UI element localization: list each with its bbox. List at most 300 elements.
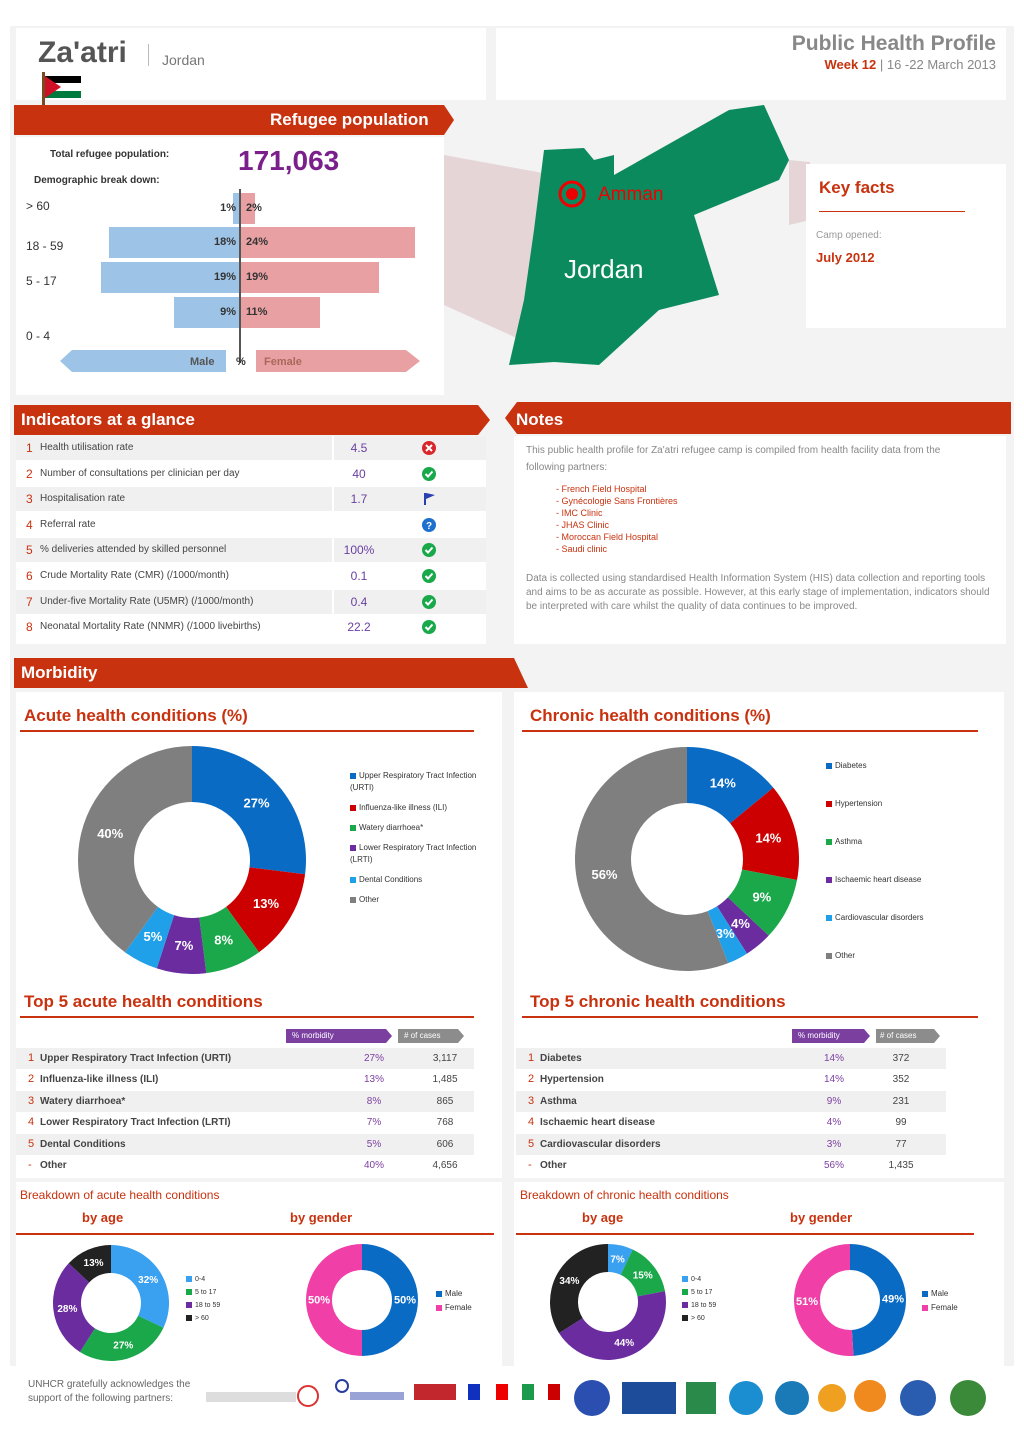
indicator-number: 5 — [26, 543, 33, 558]
indicator-label: Under-five Mortality Rate (U5MR) (/1000/month) — [40, 595, 254, 607]
indicator-number: 7 — [26, 594, 33, 609]
legend-label: > 60 — [195, 1315, 209, 1322]
acute-col-morbidity: % morbidity — [292, 1031, 334, 1040]
legend-swatch — [186, 1289, 192, 1295]
slice-label: 28% — [57, 1303, 78, 1315]
chronic-col-cases: # of cases — [880, 1031, 917, 1040]
indicator-label: Crude Mortality Rate (CMR) (/1000/month) — [40, 570, 229, 581]
top-chronic-rule — [522, 1016, 978, 1018]
row-cases: 99 — [895, 1117, 907, 1129]
legend-label: Diabetes — [835, 761, 867, 770]
refugee-banner-title: Refugee population — [270, 110, 429, 129]
indicator-number: 1 — [26, 441, 33, 455]
acute-breakdown-rule — [16, 1233, 494, 1235]
indicators-banner-title: Indicators at a glance — [21, 410, 195, 429]
legend-label: 0-4 — [691, 1276, 702, 1283]
logo-jhas-icon — [686, 1382, 716, 1414]
notes-partner-item: - French Field Hospital — [556, 484, 647, 494]
donut-slice — [550, 1244, 608, 1333]
legend-label: Hypertension — [835, 799, 883, 808]
legend-label: Influenza-like illness (ILI) — [359, 803, 448, 812]
legend-item — [682, 1300, 716, 1312]
legend-label: Ischaemic heart disease — [835, 875, 922, 884]
legend-item — [682, 1287, 716, 1299]
legend-swatch — [922, 1291, 928, 1297]
row-number: 1 — [28, 1052, 35, 1064]
legend-swatch — [682, 1289, 688, 1295]
acute-gender-legend — [436, 1288, 472, 1316]
legend-label: Female — [445, 1303, 472, 1312]
chronic-age-legend — [682, 1274, 716, 1326]
indicator-row — [16, 513, 486, 537]
indicator-row — [16, 462, 486, 486]
logo-unicef-icon — [729, 1381, 763, 1415]
legend-swatch — [682, 1315, 688, 1321]
legend-item — [350, 874, 490, 886]
table-row — [516, 1134, 946, 1156]
check-icon — [422, 595, 436, 609]
notes-banner-shape — [505, 402, 1011, 434]
slice-label: 32% — [138, 1274, 159, 1286]
row-label: Asthma — [540, 1095, 577, 1107]
legend-item — [350, 894, 490, 906]
row-label: Cardiovascular disorders — [540, 1138, 661, 1150]
row-morbidity: 8% — [366, 1095, 382, 1107]
legend-swatch — [682, 1302, 688, 1308]
logo-gsf-icon — [336, 1380, 404, 1400]
row-number: 2 — [28, 1073, 35, 1086]
legend-label: > 60 — [691, 1315, 705, 1322]
date-range: | 16 -22 March 2013 — [879, 57, 996, 72]
slice-label: 27% — [113, 1340, 134, 1352]
legend-label: Asthma — [835, 837, 863, 846]
row-number: - — [528, 1159, 532, 1171]
legend-item — [826, 798, 976, 810]
acute-title-rule — [20, 730, 474, 732]
acute-by-age-label: by age — [82, 1210, 124, 1225]
check-icon — [422, 467, 436, 481]
legend-item — [186, 1300, 220, 1312]
slice-label: 13% — [83, 1257, 104, 1269]
age-group-label: 5 - 17 — [26, 274, 57, 288]
check-icon — [422, 569, 436, 583]
row-cases: 1,485 — [432, 1074, 458, 1086]
slice-label: 5% — [143, 928, 163, 944]
indicator-number: 3 — [26, 492, 33, 507]
indicator-label: Hospitalisation rate — [40, 493, 126, 505]
legend-item — [826, 950, 976, 962]
legend-swatch — [350, 773, 356, 779]
legend-label: Other — [359, 895, 380, 904]
logo-who-icon — [900, 1380, 936, 1416]
logo-emblem-icon — [574, 1380, 610, 1416]
refugee-panel — [16, 137, 444, 395]
indicator-number: 2 — [26, 466, 33, 481]
female-percent-label: 24% — [246, 236, 269, 248]
indicator-row — [16, 538, 486, 562]
table-row — [16, 1069, 474, 1091]
row-number: - — [28, 1159, 32, 1171]
chronic-age-donut — [546, 1240, 670, 1364]
female-percent-label: 19% — [246, 271, 269, 283]
notes-banner-title: Notes — [516, 410, 564, 429]
logo-moh-icon — [622, 1382, 676, 1414]
row-label: Dental Conditions — [40, 1138, 126, 1150]
legend-swatch — [186, 1315, 192, 1321]
logo-red-crescent-icon — [206, 1386, 318, 1406]
indicator-divider — [332, 538, 334, 562]
row-morbidity: 9% — [826, 1095, 842, 1107]
row-cases: 4,656 — [432, 1160, 458, 1171]
indicator-label: Number of consultations per clinician per day — [40, 467, 240, 479]
row-morbidity: 13% — [363, 1074, 384, 1086]
indicator-row — [16, 487, 486, 511]
row-morbidity: 27% — [363, 1053, 384, 1064]
legend-item — [826, 760, 976, 772]
acute-legend — [350, 770, 490, 914]
slice-label: 34% — [559, 1276, 580, 1288]
legend-label: Upper Respiratory Tract Infection (URTI) — [350, 771, 477, 792]
row-morbidity: 14% — [823, 1053, 844, 1064]
table-row — [16, 1155, 474, 1177]
slice-label: 14% — [709, 775, 736, 791]
row-number: 2 — [528, 1073, 535, 1086]
logo-unicef-dots-icon — [818, 1384, 846, 1412]
row-label: Other — [40, 1160, 67, 1171]
legend-swatch — [682, 1276, 688, 1282]
male-percent-label: 19% — [213, 271, 236, 283]
legend-label: Cardiovascular disorders — [835, 913, 924, 922]
indicator-label: Neonatal Mortality Rate (NNMR) (/1000 livebirths) — [40, 621, 261, 633]
legend-swatch — [826, 839, 832, 845]
legend-swatch — [826, 801, 832, 807]
header-left — [16, 28, 486, 100]
row-morbidity: 3% — [826, 1138, 842, 1150]
legend-label: Watery diarrhoea* — [359, 823, 424, 832]
logo-jordan-crest-icon — [950, 1380, 986, 1416]
chronic-breakdown-rule — [516, 1233, 974, 1235]
notes-partner-item: - Gynécologie Sans Frontières — [556, 496, 678, 506]
indicator-row — [16, 436, 486, 460]
row-label: Hypertension — [540, 1074, 604, 1086]
map-country-label: Jordan — [564, 254, 644, 284]
indicator-divider — [332, 564, 334, 588]
row-cases: 606 — [436, 1138, 454, 1150]
female-percent-label: 2% — [246, 202, 262, 214]
legend-swatch — [436, 1291, 442, 1297]
legend-swatch — [826, 953, 832, 959]
jordan-flag-icon — [45, 76, 81, 98]
top-chronic-title: Top 5 chronic health conditions — [530, 992, 786, 1011]
row-label: Other — [540, 1160, 567, 1171]
acute-donut-chart — [74, 742, 314, 982]
check-icon — [422, 620, 436, 634]
male-percent-label: 18% — [213, 236, 236, 248]
top-acute-rule — [20, 1016, 474, 1018]
slice-label: 51% — [796, 1296, 819, 1309]
indicator-value: 0.1 — [350, 569, 368, 583]
indicator-divider — [332, 487, 334, 511]
notes-partner-item: - JHAS Clinic — [556, 520, 610, 530]
header-right — [496, 28, 1006, 100]
legend-label: 0-4 — [195, 1276, 206, 1283]
table-row — [16, 1112, 474, 1134]
legend-item — [682, 1274, 716, 1286]
demographic-label: Demographic break down: — [34, 175, 160, 186]
female-percent-label: 11% — [246, 306, 268, 318]
row-label: Watery diarrhoea* — [40, 1095, 126, 1107]
indicator-divider — [332, 462, 334, 486]
indicator-divider — [332, 513, 334, 537]
week-label: Week 12 — [824, 57, 877, 72]
logo-wfp-icon — [775, 1381, 809, 1415]
indicator-divider — [332, 615, 334, 639]
legend-item — [922, 1288, 958, 1300]
indicator-value: 1.7 — [350, 492, 368, 507]
pyramid-axis — [239, 189, 241, 363]
female-axis-label: Female — [264, 356, 302, 368]
logo-flag-red-icon — [496, 1384, 508, 1400]
legend-label: Female — [931, 1303, 958, 1312]
key-facts-rule — [819, 211, 965, 212]
legend-label: Dental Conditions — [359, 875, 423, 884]
row-morbidity: 7% — [366, 1117, 382, 1129]
title-divider — [148, 44, 149, 66]
notes-partner-item: - Moroccan Field Hospital — [556, 532, 659, 542]
chronic-title-rule — [522, 730, 978, 732]
indicator-number: 8 — [26, 620, 33, 635]
top-acute-title: Top 5 acute health conditions — [24, 992, 263, 1011]
camp-opened-label: Camp opened: — [816, 230, 882, 241]
slice-label: 27% — [243, 795, 270, 811]
donut-slice — [80, 1316, 164, 1361]
row-label: Ischaemic heart disease — [540, 1117, 656, 1129]
chronic-col-morbidity: % morbidity — [798, 1031, 840, 1040]
legend-item — [350, 770, 490, 794]
row-label: Upper Respiratory Tract Infection (URTI) — [40, 1053, 232, 1064]
slice-label: 40% — [97, 825, 124, 841]
donut-slice — [111, 1245, 169, 1328]
table-row — [516, 1155, 946, 1177]
total-pop-label: Total refugee population: — [50, 149, 170, 160]
row-morbidity: 14% — [823, 1074, 844, 1086]
legend-swatch — [922, 1305, 928, 1311]
slice-label: 8% — [214, 932, 234, 948]
legend-label: Other — [835, 951, 856, 960]
indicator-row — [16, 615, 486, 639]
row-cases: 372 — [892, 1053, 910, 1064]
row-number: 1 — [528, 1052, 535, 1064]
chronic-gender-donut — [790, 1240, 910, 1360]
svg-text:?: ? — [425, 520, 433, 532]
chronic-chart-title: Chronic health conditions (%) — [530, 706, 771, 725]
week-line — [824, 57, 996, 72]
row-label: Diabetes — [540, 1053, 582, 1064]
legend-item — [186, 1274, 220, 1286]
male-percent-label: 1% — [220, 202, 236, 214]
morbidity-banner-title: Morbidity — [21, 663, 98, 682]
legend-label: 18 to 59 — [691, 1302, 717, 1309]
slice-label: 3% — [715, 926, 735, 942]
legend-item — [436, 1288, 472, 1300]
logo-flag-red2-icon — [548, 1384, 560, 1400]
slice-label: 50% — [393, 1294, 417, 1307]
indicator-value: 0.4 — [350, 594, 368, 609]
row-number: 3 — [28, 1094, 35, 1107]
map-city-label: Amman — [598, 184, 664, 205]
legend-swatch — [826, 915, 832, 921]
indicator-value: 40 — [352, 466, 366, 481]
row-number: 5 — [28, 1137, 35, 1150]
key-facts-title: Key facts — [819, 178, 895, 197]
row-cases: 231 — [892, 1095, 910, 1107]
partner-logos-strip — [200, 1372, 1000, 1424]
legend-item — [186, 1313, 220, 1325]
legend-swatch — [350, 877, 356, 883]
age-group-label: > 60 — [26, 199, 50, 213]
slice-label: 13% — [253, 896, 280, 912]
logo-flag-green-icon — [522, 1384, 534, 1400]
country-name: Jordan — [162, 52, 205, 68]
table-row — [516, 1091, 946, 1113]
row-label: Influenza-like illness (ILI) — [40, 1074, 159, 1086]
legend-label: 5 to 17 — [195, 1289, 217, 1296]
legend-swatch — [826, 763, 832, 769]
table-row — [516, 1048, 946, 1070]
acute-chart-title: Acute health conditions (%) — [24, 706, 248, 725]
row-morbidity: 40% — [363, 1160, 384, 1171]
legend-swatch — [186, 1276, 192, 1282]
key-facts-panel — [806, 164, 1006, 328]
logo-unfpa-icon — [854, 1380, 886, 1412]
slice-label: 49% — [881, 1293, 904, 1306]
row-label: Lower Respiratory Tract Infection (LRTI) — [40, 1117, 231, 1129]
table-row — [16, 1134, 474, 1156]
row-cases: 1,435 — [888, 1160, 914, 1171]
acute-by-gender-label: by gender — [290, 1210, 353, 1225]
slice-label: 7% — [174, 937, 194, 953]
row-morbidity: 4% — [826, 1117, 842, 1129]
row-cases: 77 — [895, 1138, 907, 1150]
legend-swatch — [350, 825, 356, 831]
legend-swatch — [350, 845, 356, 851]
legend-label: Lower Respiratory Tract Infection (LRTI) — [350, 843, 477, 864]
chronic-gender-legend — [922, 1288, 958, 1316]
legend-item — [350, 842, 490, 866]
indicator-value: 100% — [343, 543, 375, 558]
table-row — [16, 1091, 474, 1113]
age-group-label: 18 - 59 — [26, 239, 64, 253]
legend-item — [350, 822, 490, 834]
legend-label: 18 to 59 — [195, 1302, 221, 1309]
chronic-by-age-label: by age — [582, 1210, 624, 1225]
row-morbidity: 56% — [823, 1160, 844, 1171]
slice-label: 56% — [591, 867, 618, 883]
acute-gender-donut — [302, 1240, 422, 1360]
indicator-row — [16, 590, 486, 614]
legend-swatch — [186, 1302, 192, 1308]
legend-item — [922, 1302, 958, 1314]
breakdown-acute-title: Breakdown of acute health conditions — [20, 1188, 220, 1202]
age-group-label: 0 - 4 — [26, 329, 51, 343]
indicator-row — [16, 564, 486, 588]
row-number: 4 — [28, 1116, 35, 1129]
footer-acknowledgement: UNHCR gratefully acknowledges the support of the following partners: — [28, 1379, 191, 1404]
male-axis-label: Male — [190, 356, 215, 368]
legend-item — [826, 836, 976, 848]
camp-opened-value: July 2012 — [816, 250, 875, 265]
chronic-by-gender-label: by gender — [790, 1210, 853, 1225]
notes-intro: This public health profile for Za'atri refugee camp is compiled from health facility data from the following partners: — [526, 445, 941, 473]
flag-icon — [422, 492, 436, 506]
legend-label: Male — [931, 1289, 949, 1298]
question-icon — [422, 518, 436, 532]
row-cases: 352 — [892, 1074, 910, 1086]
indicator-value: 4.5 — [350, 441, 368, 455]
legend-item — [186, 1287, 220, 1299]
indicator-divider — [332, 590, 334, 614]
legend-item — [682, 1313, 716, 1325]
camp-name: Za'atri — [38, 36, 127, 69]
indicator-label: % deliveries attended by skilled personnel — [40, 544, 227, 556]
table-row — [16, 1048, 474, 1070]
row-number: 4 — [528, 1116, 535, 1129]
acute-age-donut — [48, 1240, 174, 1366]
breakdown-chronic-title: Breakdown of chronic health conditions — [520, 1188, 729, 1202]
acute-col-cases: # of cases — [404, 1031, 441, 1040]
acute-age-legend — [186, 1274, 220, 1326]
legend-label: Male — [445, 1289, 463, 1298]
slice-label: 4% — [731, 916, 750, 932]
notes-panel — [514, 436, 1006, 644]
legend-item — [826, 874, 976, 886]
table-row — [516, 1069, 946, 1091]
row-cases: 768 — [436, 1117, 454, 1129]
legend-swatch — [350, 897, 356, 903]
indicator-label: Referral rate — [40, 518, 96, 530]
row-number: 3 — [528, 1094, 535, 1107]
legend-swatch — [826, 877, 832, 883]
legend-item — [826, 912, 976, 924]
notes-partner-item: - Saudi clinic — [556, 544, 608, 554]
row-morbidity: 5% — [366, 1138, 382, 1150]
legend-label: 5 to 17 — [691, 1289, 713, 1296]
cross-icon — [422, 441, 436, 455]
check-icon — [422, 543, 436, 557]
total-pop-value: 171,063 — [238, 145, 340, 176]
indicators-panel — [16, 436, 486, 644]
notes-body: Data is collected using standardised Health Information System (HIS) data collection and reporting tools and aims to be as accurate as possible. However, at this early stage of implementation, indicators should be interpreted with care whilst the quality of data continues to be improved. — [526, 573, 990, 612]
row-cases: 3,117 — [432, 1053, 458, 1064]
logo-france-flag-icon — [468, 1384, 480, 1400]
logo-morocco-flag-icon — [414, 1384, 456, 1400]
male-percent-label: 9% — [220, 306, 236, 318]
row-cases: 865 — [436, 1095, 454, 1107]
chronic-donut-chart — [570, 742, 810, 982]
legend-swatch — [436, 1305, 442, 1311]
slice-label: 15% — [632, 1270, 653, 1282]
percent-axis-label: % — [236, 356, 246, 368]
legend-swatch — [350, 805, 356, 811]
profile-title: Public Health Profile — [791, 32, 996, 55]
indicator-label: Health utilisation rate — [40, 442, 134, 453]
indicator-value: 22.2 — [347, 620, 371, 635]
indicator-number: 4 — [26, 517, 33, 532]
row-number: 5 — [528, 1137, 535, 1150]
slice-label: 50% — [307, 1294, 331, 1307]
slice-label: 9% — [752, 889, 772, 905]
indicator-number: 6 — [26, 569, 33, 583]
